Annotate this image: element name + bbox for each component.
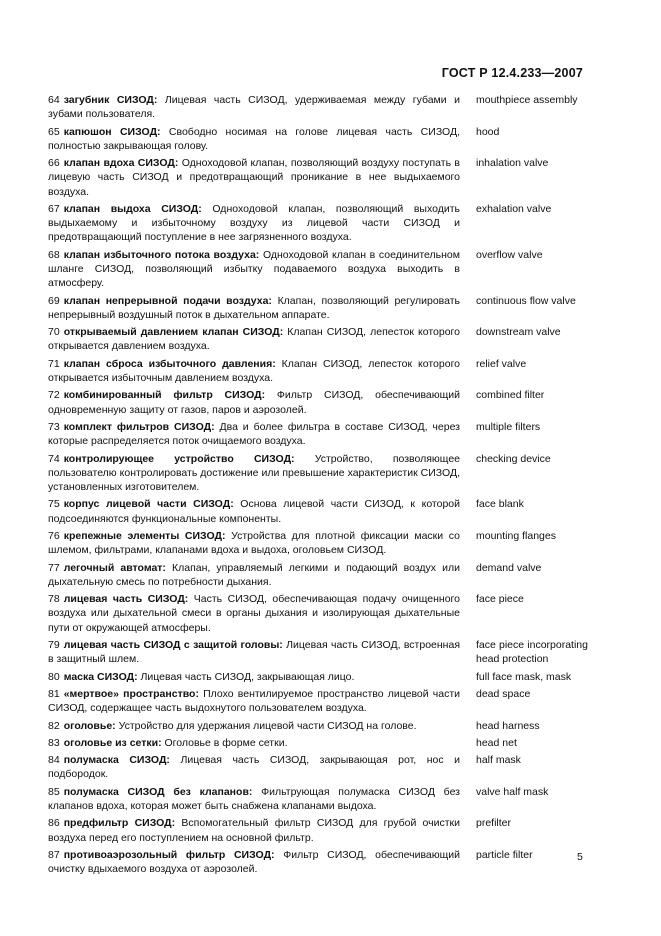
term-definition-block xyxy=(48,561,460,589)
term-english-equivalent: combined filter xyxy=(476,389,545,402)
term-definition-block xyxy=(48,848,460,876)
term-definition: Основа лицевой части СИЗОД, к которой подсоединяются функциональные компоненты. xyxy=(48,498,460,525)
term-name: лицевая часть СИЗОД: xyxy=(63,593,189,606)
term-number: 78 xyxy=(48,593,60,606)
term-name: предфильтр СИЗОД: xyxy=(63,817,176,830)
term-name: крепежные элементы СИЗОД: xyxy=(63,529,226,542)
term-definition: Устройство для удержания лицевой части СИЗОД на голове. xyxy=(118,719,417,732)
term-english-equivalent: dead space xyxy=(476,687,531,700)
term-entry xyxy=(48,848,588,876)
term-name: загубник СИЗОД: xyxy=(63,94,158,106)
term-definition-block xyxy=(48,325,460,353)
term-name: маска СИЗОД: xyxy=(63,670,138,683)
term-definition: Клапан СИЗОД, лепесток которого открывается избыточным давлением воздуха. xyxy=(48,357,461,384)
term-definition-block xyxy=(48,670,460,684)
term-english-equivalent: prefilter xyxy=(476,817,512,830)
term-number: 80 xyxy=(48,670,60,683)
term-definition: Лицевая часть СИЗОД, удерживаемая между губами и зубами пользователя. xyxy=(48,94,460,121)
term-number: 69 xyxy=(48,294,60,307)
term-number: 86 xyxy=(48,817,60,830)
term-name: оголовье: xyxy=(63,719,116,732)
term-definition-block xyxy=(48,388,460,416)
term-number: 84 xyxy=(48,754,60,767)
term-definition: Лицевая часть СИЗОД, встроенная в защитный шлем. xyxy=(48,638,461,666)
term-entry xyxy=(48,248,588,291)
term-entry xyxy=(48,719,588,733)
term-definition-block xyxy=(48,816,460,844)
term-definition: Фильтрующая полумаска СИЗОД без клапанов вдоха, которая может быть снабжена клапанами выдоха. xyxy=(48,785,461,813)
term-number: 74 xyxy=(48,452,60,465)
term-definition: Фильтр СИЗОД, обеспечивающий одновременную защиту от газов, паров и аэрозолей. xyxy=(48,389,460,416)
term-number: 73 xyxy=(48,420,60,433)
term-definition: Часть СИЗОД, обеспечивающая подачу очищенного воздуха или дыхательной смеси в органы дыхания и изолирующая дыхательные пути от окружающей атмосферы. xyxy=(48,593,460,634)
term-number: 82 xyxy=(48,719,60,732)
term-english-equivalent: checking device xyxy=(476,452,551,465)
term-name: контролирующее устройство СИЗОД: xyxy=(63,452,295,465)
term-entry xyxy=(48,452,588,495)
term-english-equivalent: face piece xyxy=(476,593,524,606)
term-name: клапан вдоха СИЗОД: xyxy=(63,157,179,170)
term-entry xyxy=(48,561,588,589)
term-name: открываемый давлением клапан СИЗОД: xyxy=(63,326,284,339)
term-english-equivalent: relief valve xyxy=(476,357,527,370)
term-definition-block xyxy=(48,687,460,715)
term-definition-block xyxy=(48,156,460,199)
term-number: 79 xyxy=(48,638,60,651)
term-name: легочный автомат: xyxy=(63,561,166,574)
page-number: 5 xyxy=(577,851,583,863)
term-entry xyxy=(48,388,588,416)
term-english-equivalent: inhalation valve xyxy=(476,157,549,170)
term-entry xyxy=(48,125,588,153)
term-definition: Два и более фильтра в составе СИЗОД, через которые распределяется поток очищаемого воздуха. xyxy=(48,420,460,448)
term-definition: Устройство, позволяющее пользователю контролировать достижение или превышение характеристик СИЗОД, установленных изготовителем. xyxy=(48,452,460,493)
term-number: 72 xyxy=(48,389,60,402)
term-definition: Одноходовой клапан, позволяющий воздуху поступать в лицевую часть СИЗОД и предотвращающий проникание в нее выдыхаемого воздуха. xyxy=(48,157,461,198)
terms-list xyxy=(48,93,588,880)
term-number: 68 xyxy=(48,248,60,261)
term-number: 71 xyxy=(48,357,60,370)
term-number: 70 xyxy=(48,326,60,339)
term-english-equivalent: particle filter xyxy=(476,849,533,862)
term-definition-block xyxy=(48,202,460,245)
term-number: 66 xyxy=(48,157,60,170)
term-name: комбинированный фильтр СИЗОД: xyxy=(63,389,266,402)
term-number: 65 xyxy=(48,125,60,138)
term-definition-block xyxy=(48,592,460,635)
term-english-equivalent: head harness xyxy=(476,719,540,732)
term-number: 87 xyxy=(48,849,60,862)
term-english-equivalent: multiple filters xyxy=(476,420,541,433)
term-name: полумаска СИЗОД: xyxy=(63,754,170,767)
term-entry xyxy=(48,156,588,199)
term-number: 85 xyxy=(48,785,60,798)
term-english-equivalent: half mask xyxy=(476,754,521,767)
term-definition-block xyxy=(48,357,460,385)
term-entry xyxy=(48,357,588,385)
term-definition: Оголовье в форме сетки. xyxy=(164,736,288,749)
term-definition: Вспомогательный фильтр СИЗОД для грубой очистки воздуха перед его поступлением на основной фильтр. xyxy=(48,817,461,844)
term-entry xyxy=(48,202,588,245)
term-definition-block xyxy=(48,294,460,322)
term-english-equivalent: continuous flow valve xyxy=(476,294,576,307)
term-definition: Свободно носимая на голове лицевая часть СИЗОД, полностью закрывающая голову. xyxy=(48,125,461,152)
term-definition-block xyxy=(48,420,460,448)
term-definition: Клапан, позволяющий регулировать непрерывный воздушный поток в дыхательном аппарате. xyxy=(48,294,461,321)
term-name: клапан непрерывной подачи воздуха: xyxy=(63,294,272,307)
term-definition-block xyxy=(48,785,460,813)
term-english-equivalent: hood xyxy=(476,125,500,138)
term-definition: Фильтр СИЗОД, обеспечивающий очистку вдыхаемого воздуха от аэрозолей. xyxy=(48,849,461,876)
term-english-equivalent: downstream valve xyxy=(476,326,561,339)
term-english-equivalent: mounting flanges xyxy=(476,529,556,542)
term-name: комплект фильтров СИЗОД: xyxy=(63,420,215,433)
term-definition-block xyxy=(48,248,460,291)
term-entry xyxy=(48,592,588,635)
term-definition-block xyxy=(48,452,460,495)
term-definition-block xyxy=(48,529,460,557)
term-entry xyxy=(48,325,588,353)
term-number: 76 xyxy=(48,529,60,542)
term-number: 75 xyxy=(48,498,60,511)
term-definition: Устройства для плотной фиксации маски со шлемом, фильтрами, клапанами вдоха и выдоха, оголовьем СИЗОД. xyxy=(48,529,460,557)
term-entry xyxy=(48,529,588,557)
term-entry xyxy=(48,420,588,448)
term-name: лицевая часть СИЗОД с защитой головы: xyxy=(63,638,283,651)
term-definition: Плохо вентилируемое пространство лицевой части СИЗОД, содержащее часть выдохнутого пользователем воздуха. xyxy=(48,687,461,715)
term-definition-block xyxy=(48,736,460,750)
term-definition: Лицевая часть СИЗОД, закрывающая рот, нос и подбородок. xyxy=(48,754,460,781)
term-definition: Одноходовой клапан в соединительном шланге СИЗОД, позволяющий избытку подаваемого воздуха выходить в атмосферу. xyxy=(48,248,460,290)
term-entry xyxy=(48,497,588,525)
term-entry xyxy=(48,294,588,322)
term-definition-block xyxy=(48,753,460,781)
term-name: полумаска СИЗОД без клапанов: xyxy=(63,785,253,798)
term-name: корпус лицевой части СИЗОД: xyxy=(63,498,234,511)
term-number: 67 xyxy=(48,202,60,215)
term-number: 81 xyxy=(48,687,60,700)
document-code: ГОСТ Р 12.4.233—2007 xyxy=(441,66,583,80)
term-english-equivalent: exhalation valve xyxy=(476,202,552,215)
term-name: клапан выдоха СИЗОД: xyxy=(63,202,202,215)
term-definition: Клапан СИЗОД, лепесток которого открывается давлением воздуха. xyxy=(48,326,460,353)
term-english-equivalent: face piece incorporating head protection xyxy=(476,638,588,666)
term-definition-block xyxy=(48,638,460,666)
term-english-equivalent: demand valve xyxy=(476,561,542,574)
term-definition: Одноходовой клапан, позволяющий выходить выдыхаемому и избыточному воздуху из лицевой части СИЗОД и предотвращающий поступление в нее загрязненного воздуха. xyxy=(48,202,460,244)
term-name: «мертвое» пространство: xyxy=(63,687,199,700)
term-entry xyxy=(48,816,588,844)
term-english-equivalent: head net xyxy=(476,736,517,749)
term-definition-block xyxy=(48,93,460,121)
term-english-equivalent: overflow valve xyxy=(476,248,543,261)
term-name: оголовье из сетки: xyxy=(63,736,162,749)
term-name: клапан сброса избыточного давления: xyxy=(63,357,276,370)
term-entry xyxy=(48,785,588,813)
term-english-equivalent: valve half mask xyxy=(476,785,549,798)
term-definition: Лицевая часть СИЗОД, закрывающая лицо. xyxy=(140,670,355,683)
term-name: клапан избыточного потока воздуха: xyxy=(63,248,260,261)
term-english-equivalent: mouthpiece assembly xyxy=(476,94,578,106)
term-entry xyxy=(48,93,588,121)
term-name: противоаэрозольный фильтр СИЗОД: xyxy=(63,849,275,862)
term-entry xyxy=(48,753,588,781)
term-entry xyxy=(48,687,588,715)
term-english-equivalent: full face mask, mask xyxy=(476,670,572,683)
term-definition-block xyxy=(48,125,460,153)
term-english-equivalent: face blank xyxy=(476,498,524,511)
term-name: капюшон СИЗОД: xyxy=(63,125,161,138)
term-definition-block xyxy=(48,497,460,525)
term-entry xyxy=(48,670,588,684)
term-entry xyxy=(48,736,588,750)
term-definition: Клапан, управляемый легкими и подающий воздух или дыхательную смесь по потребности дыхания. xyxy=(48,561,460,588)
term-number: 83 xyxy=(48,736,60,749)
term-definition-block xyxy=(48,719,460,733)
term-number: 64 xyxy=(48,94,60,106)
term-number: 77 xyxy=(48,561,60,574)
term-entry xyxy=(48,638,588,666)
